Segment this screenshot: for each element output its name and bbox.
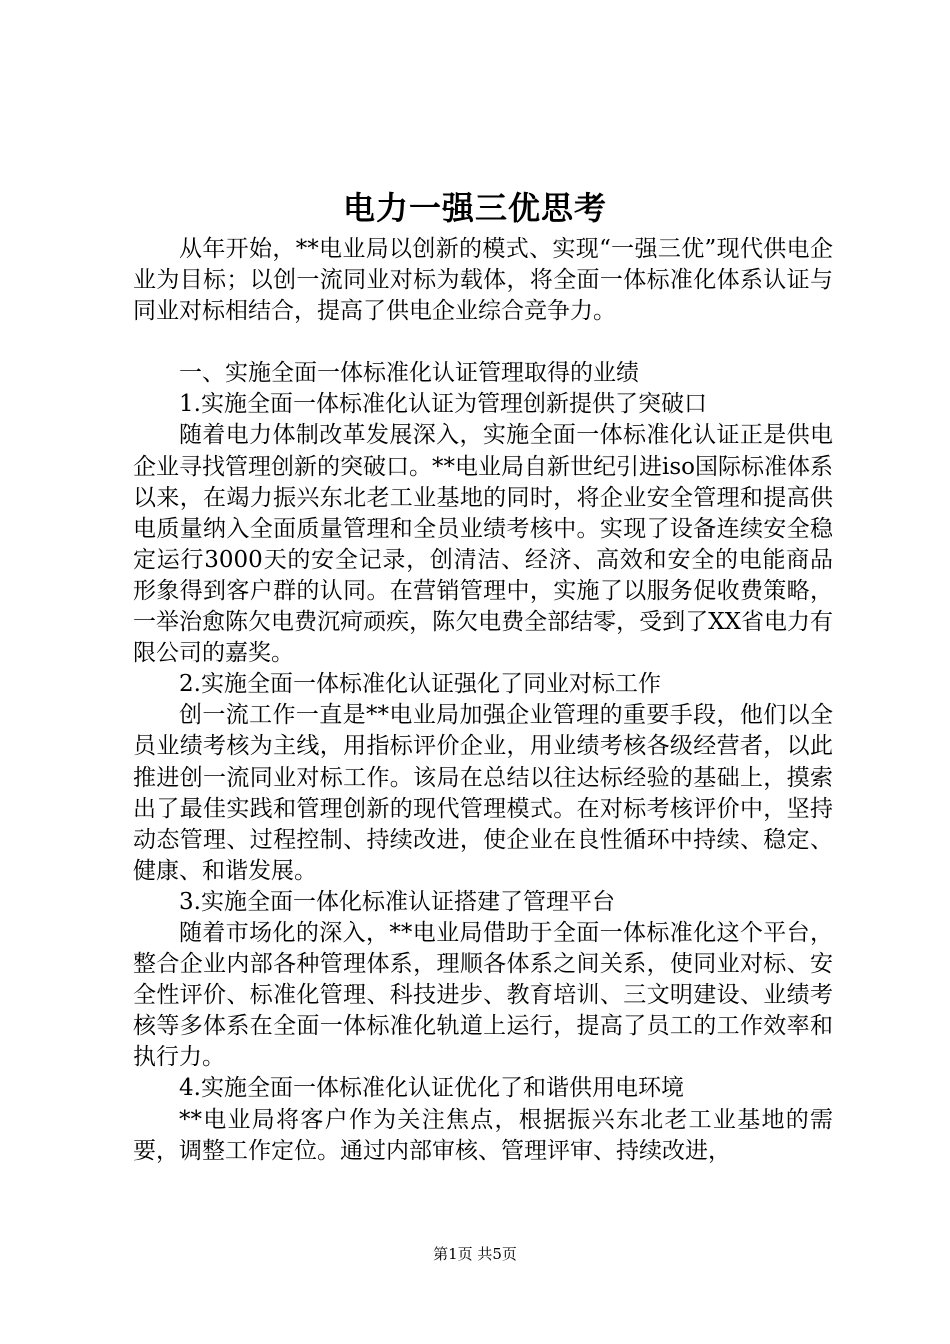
page-footer: 第1页 共5页 (433, 1245, 517, 1263)
subsection-heading-3: 3.实施全面一体化标准认证搭建了管理平台 (179, 888, 615, 915)
section-heading: 一、实施全面一体标准化认证管理取得的业绩 (179, 360, 639, 387)
subsection-heading-4: 4.实施全面一体标准化认证优化了和谐供用电环境 (179, 1075, 684, 1102)
body-paragraph-4: **电业局将客户作为关注焦点，根据振兴东北老工业基地的需要，调整工作定位。通过内部审核、管理评审、持续改进， (133, 1106, 833, 1164)
subsection-heading-2: 2.实施全面一体标准化认证强化了同业对标工作 (179, 671, 661, 698)
document-body (133, 234, 833, 1167)
body-paragraph-2: 创一流工作一直是**电业局加强企业管理的重要手段，他们以全员业绩考核为主线，用指标评价企业，用业绩考核各级经营者，以此推进创一流同业对标工作。该局在总结以往达标经验的基础上，摸索出了最佳实践和管理创新的现代管理模式。在对标考核评价中，坚持动态管理、过程控制、持续改进，使企业在良性循环中持续、稳定、健康、和谐发展。 (133, 702, 833, 884)
intro-paragraph: 从年开始，**电业局以创新的模式、实现“一强三优”现代供电企业为目标；以创一流同业对标为载体，将全面一体标准化体系认证与同业对标相结合，提高了供电企业综合竞争力。 (133, 236, 833, 325)
subsection-heading-1: 1.实施全面一体标准化认证为管理创新提供了突破口 (179, 391, 707, 418)
body-paragraph-1: 随着电力体制改革发展深入，实施全面一体标准化认证正是供电企业寻找管理创新的突破口。**电业局自新世纪引进iso国际标准体系以来，在竭力振兴东北老工业基地的同时，将企业安全管理和提高供电质量纳入全面质量管理和全员业绩考核中。实现了设备连续安全稳定运行3000天的安全记录，创清洁、经济、高效和安全的电能商品形象得到客户群的认同。在营销管理中，实施了以服务促收费策略，一举治愈陈欠电费沉疴顽疾，陈欠电费全部结零，受到了XX省电力有限公司的嘉奖。 (133, 422, 834, 667)
paragraph-spacer (133, 327, 833, 358)
body-paragraph-3: 随着市场化的深入，**电业局借助于全面一体标准化这个平台，整合企业内部各种管理体系，理顺各体系之间关系，使同业对标、安全性评价、标准化管理、科技进步、教育培训、三文明建设、业绩考核等多体系在全面一体标准化轨道上运行，提高了员工的工作效率和执行力。 (133, 919, 833, 1071)
page-title: 电力一强三优思考 (342, 189, 607, 227)
